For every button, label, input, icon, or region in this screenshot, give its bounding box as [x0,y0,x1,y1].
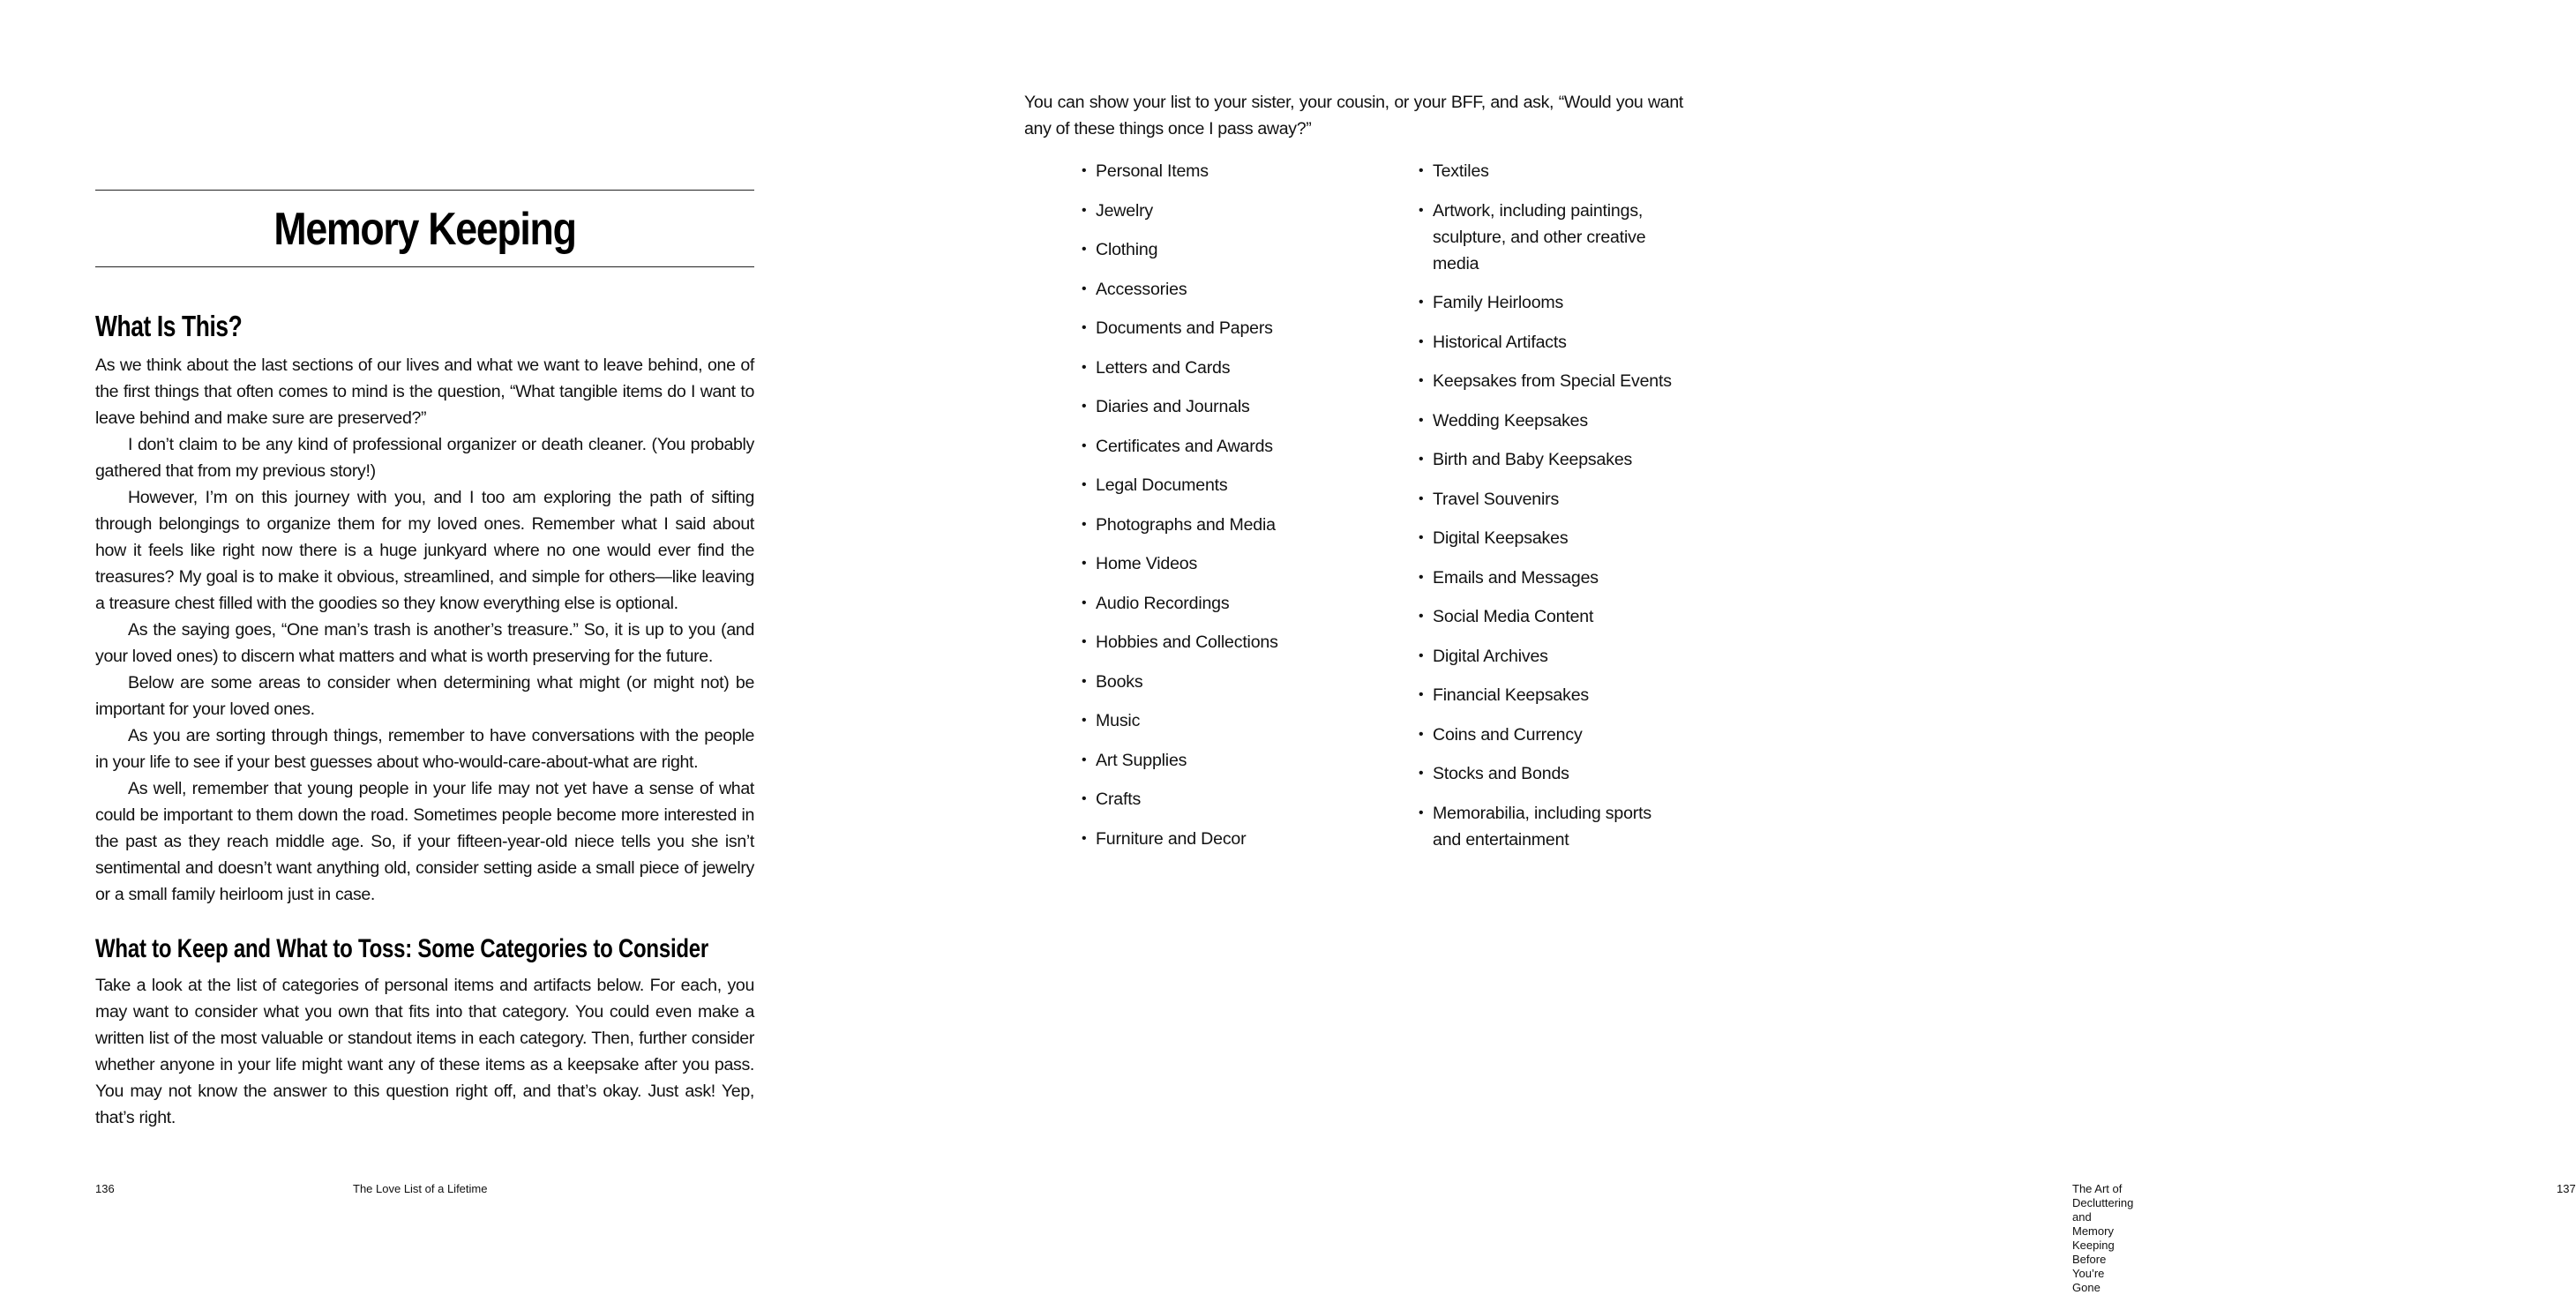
bullet-icon: • [1419,333,1424,349]
bullet-icon: • [1082,516,1087,532]
category-label: Documents and Papers [1096,318,1273,338]
category-list-item [1082,786,1399,812]
category-list-item [1419,329,1683,356]
bullet-icon: • [1082,281,1087,296]
bullet-icon: • [1082,202,1087,218]
bullet-icon: • [1419,609,1424,624]
bullet-icon: • [1082,556,1087,571]
bullet-icon: • [1419,202,1424,218]
bullet-icon: • [1082,399,1087,414]
category-list-item [1082,629,1399,655]
running-head-right: The Art of Decluttering and Memory Keeping Before You’re Gone [2072,1182,2134,1294]
category-label: Books [1096,671,1143,692]
category-list-column-1 [1082,158,1399,865]
category-list-item [1082,393,1399,420]
page-number-right: 137 [2557,1182,2576,1195]
category-list-column-2 [1419,158,1683,865]
category-label: Letters and Cards [1096,357,1231,378]
category-label: Digital Archives [1433,646,1548,666]
bullet-icon: • [1082,359,1087,375]
paragraph: As the saying goes, “One man’s trash is another’s treasure.” So, it is up to you (and your loved ones) to discern what matters and what is worth preserving for the future. [95,620,754,666]
category-label: Home Videos [1096,554,1198,573]
bullet-icon: • [1419,530,1424,545]
category-list-item [1082,472,1399,498]
paragraph: However, I’m on this journey with you, and I too am exploring the path of sifting through belongings to organize them for my loved ones. Remember what I said about how it feels like right now there is a huge junkyard where no one would ever find the treasures? My goal is to make it obvious, streamlined, and simple for others—like leaving a treasure chest filled with the goodies so they know everything else is optional. [95,488,754,613]
bullet-icon: • [1082,830,1087,846]
category-list-item [1419,525,1683,551]
chapter-title-block [95,190,754,267]
running-head-left: The Love List of a Lifetime [353,1182,488,1195]
category-label: Birth and Baby Keepsakes [1433,450,1633,469]
category-list-item [1082,355,1399,381]
paragraph: I don’t claim to be any kind of professional organizer or death cleaner. (You probably gathered that from my previous story!) [95,435,754,481]
category-label: Crafts [1096,790,1142,809]
category-list-item [1082,826,1399,852]
category-label: Wedding Keepsakes [1433,410,1588,430]
bullet-icon: • [1082,791,1087,806]
category-label: Hobbies and Collections [1096,633,1278,652]
paragraph: As you are sorting through things, remember to have conversations with the people in your life to see if your best guesses about who-would-care-about-what are right. [95,726,754,772]
category-list-item [1082,276,1399,303]
bullet-icon: • [1419,569,1424,585]
category-label: Furniture and Decor [1096,828,1247,849]
left-page [0,0,889,1270]
bullet-icon: • [1419,490,1424,506]
category-label: Clothing [1096,240,1158,259]
paragraph: As well, remember that young people in your life may not yet have a sense of what could be important to them down the road. Sometimes people become more interested in the past as they reach middle age. So, if your fifteen-year-old niece tells you she isn’t sentimental and doesn’t want anything old, consider setting aside a small piece of jewelry or a small family heirloom just in case. [95,779,754,904]
category-list-item [1419,368,1683,394]
category-list-item [1419,198,1683,277]
category-list-item [1082,315,1399,341]
category-label: Family Heirlooms [1433,293,1564,312]
category-list-item [1419,408,1683,434]
intro-paragraph: You can show your list to your sister, your cousin, or your BFF, and ask, “Would you want any of these things once I pass away?” [1024,93,1683,138]
category-list-item [1419,603,1683,630]
bullet-icon: • [1419,687,1424,702]
bullet-icon: • [1082,595,1087,610]
category-list-item [1419,158,1683,184]
category-label: Photographs and Media [1096,514,1276,535]
category-list-item [1082,747,1399,774]
bullet-icon: • [1419,805,1424,820]
category-label: Artwork, including paintings, sculpture, and other creative media [1433,200,1646,273]
page-number-left: 136 [95,1182,115,1195]
category-label: Stocks and Bonds [1433,764,1569,783]
bullet-icon: • [1082,634,1087,649]
category-list-item [1419,289,1683,316]
category-label: Digital Keepsakes [1433,528,1569,548]
category-label: Financial Keepsakes [1433,685,1590,705]
category-label: Audio Recordings [1096,593,1230,613]
section-heading-what-to-keep: What to Keep and What to Toss: Some Categories to Consider [95,934,709,963]
category-label: Certificates and Awards [1096,436,1273,456]
paragraph: Take a look at the list of categories of personal items and artifacts below. For each, you may want to consider what you own that fits into that category. You could even make a written list of the most valuable or standout items in each category. Then, further consider whether anyone in your life might want any of these items as a keepsake after you pass. You may not know the answer to this question right off, and that’s okay. Just ask! Yep, that’s right. [95,976,754,1127]
category-label: Art Supplies [1096,750,1187,770]
category-label: Emails and Messages [1433,567,1599,588]
category-label: Textiles [1433,161,1489,181]
section-heading-what-is-this: What Is This? [95,310,243,342]
bullet-icon: • [1419,412,1424,428]
bullet-icon: • [1082,477,1087,492]
bullet-icon: • [1419,295,1424,310]
category-list-item [1082,590,1399,617]
bullet-icon: • [1082,752,1087,767]
category-list-item [1082,707,1399,734]
bullet-icon: • [1082,242,1087,257]
bullet-icon: • [1419,373,1424,388]
category-list-item [1419,800,1683,853]
category-list-item [1082,236,1399,263]
category-label: Jewelry [1096,200,1154,221]
category-list-item [1419,486,1683,513]
category-list-item [1082,669,1399,695]
category-label: Memorabilia, including sports and entertainment [1433,803,1651,850]
category-list-item [1082,433,1399,460]
bullet-icon: • [1419,766,1424,781]
bullet-icon: • [1082,163,1087,178]
category-list-item [1419,565,1683,591]
category-label: Accessories [1096,279,1187,299]
category-list-item [1419,682,1683,708]
category-list-item [1082,198,1399,224]
category-list-item [1082,550,1399,577]
category-list-item [1082,512,1399,538]
bullet-icon: • [1082,673,1087,689]
paragraph: As we think about the last sections of our lives and what we want to leave behind, one of the first things that often comes to mind is the question, “What tangible items do I want to leave behind and make sure are preserved?” [95,356,754,428]
bullet-icon: • [1082,438,1087,453]
bullet-icon: • [1082,320,1087,335]
category-list-item [1082,158,1399,184]
category-list-item [1419,722,1683,748]
category-label: Social Media Content [1433,607,1594,626]
category-label: Historical Artifacts [1433,332,1567,352]
category-label: Diaries and Journals [1096,397,1250,416]
category-list-item [1419,446,1683,473]
category-list-item [1419,643,1683,670]
bullet-icon: • [1082,713,1087,728]
category-list-item [1419,760,1683,787]
category-label: Travel Souvenirs [1433,489,1560,509]
bullet-icon: • [1419,452,1424,467]
category-label: Music [1096,711,1141,730]
section-1-body [95,352,754,908]
category-label: Keepsakes from Special Events [1433,371,1672,391]
bullet-icon: • [1419,726,1424,742]
bullet-icon: • [1419,648,1424,663]
category-label: Legal Documents [1096,475,1228,495]
section-2-body [95,972,754,1131]
bullet-icon: • [1419,163,1424,178]
category-label: Coins and Currency [1433,724,1583,745]
right-page [889,0,2576,1294]
chapter-title: Memory Keeping [273,204,576,255]
paragraph: Below are some areas to consider when determining what might (or might not) be important for your loved ones. [95,673,754,719]
category-label: Personal Items [1096,161,1209,181]
